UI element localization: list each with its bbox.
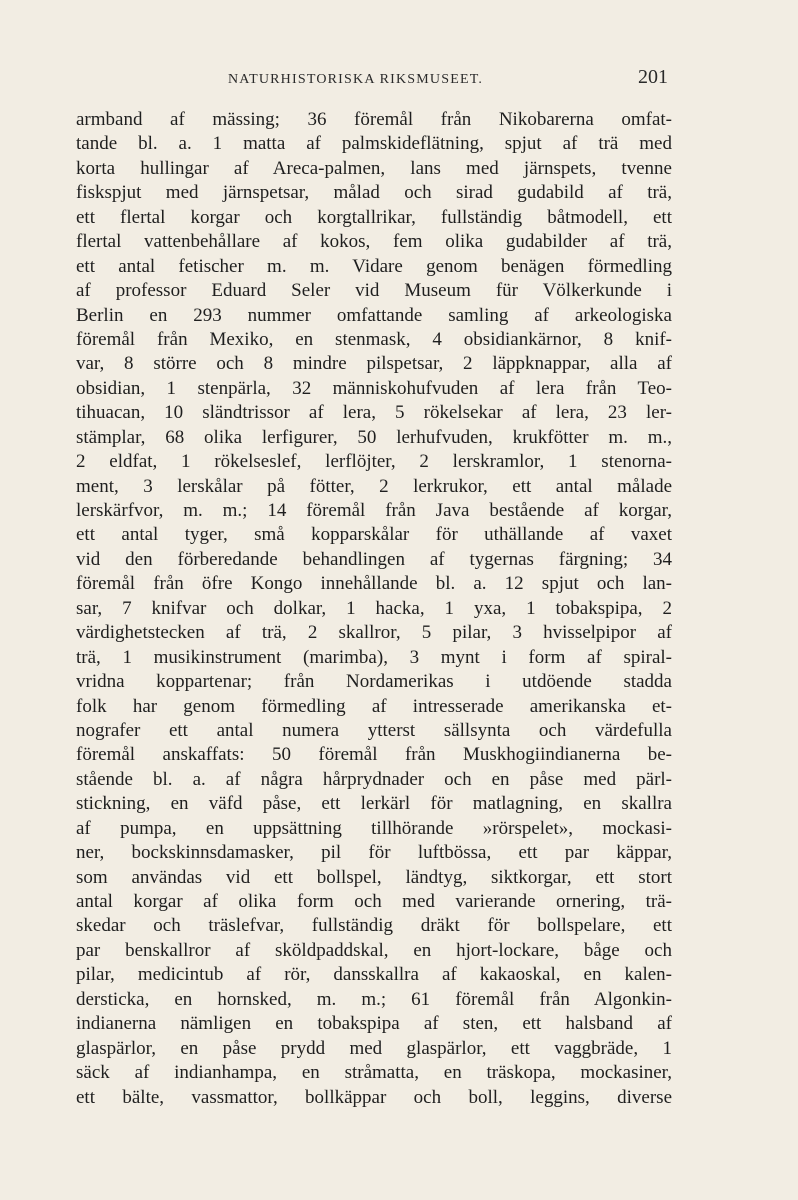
text-line: ett antal tyger, små kopparskålar för uthällande af vaxet <box>76 524 672 546</box>
text-line: tande bl. a. 1 matta af palmskideflätning, spjut af trä med <box>76 133 672 155</box>
text-line: trä, 1 musikinstrument (marimba), 3 mynt i form af spiral- <box>76 646 672 668</box>
text-line: Berlin en 293 nummer omfattande samling af arkeologiska <box>76 304 672 326</box>
text-line: ett bälte, vassmattor, bollkäppar och boll, leggins, diverse <box>76 1086 672 1108</box>
text-line: var, 8 större och 8 mindre pilspetsar, 2 läppknappar, alla af <box>76 353 672 375</box>
text-line: föremål från öfre Kongo innehållande bl. a. 12 spjut och lan- <box>76 573 672 595</box>
text-line: fiskspjut med järnspetsar, målad och sirad gudabild af trä, <box>76 182 672 204</box>
text-line: ett antal fetischer m. m. Vidare genom benägen förmedling <box>76 255 672 277</box>
text-line: armband af mässing; 36 föremål från Nikobarerna omfat- <box>76 109 672 130</box>
text-line: föremål anskaffats: 50 föremål från Muskhogiindianerna be- <box>76 744 672 766</box>
text-line: lerskärfvor, m. m.; 14 föremål från Java bestående af korgar, <box>76 500 672 521</box>
text-line: dersticka, en hornsked, m. m.; 61 föremål från Algonkin- <box>76 988 672 1010</box>
text-line: sar, 7 knifvar och dolkar, 1 hacka, 1 yxa, 1 tobakspipa, 2 <box>76 597 672 619</box>
text-line: flertal vattenbehållare af kokos, fem olika gudabilder af trä, <box>76 231 672 253</box>
text-line: ett flertal korgar och korgtallrikar, fullständig båtmodell, ett <box>76 206 672 228</box>
text-line: af professor Eduard Seler vid Museum für Völkerkunde i <box>76 280 672 302</box>
text-line: obsidian, 1 stenpärla, 32 människohufvuden af lera från Teo- <box>76 377 672 399</box>
text-line: tihuacan, 10 sländtrissor af lera, 5 rökelsekar af lera, 23 ler- <box>76 402 672 424</box>
text-line: par benskallror af sköldpaddskal, en hjort-lockare, båge och <box>76 939 672 961</box>
body-text <box>76 108 672 1110</box>
text-line: stämplar, 68 olika lerfigurer, 50 lerhufvuden, krukfötter m. m., <box>76 426 672 448</box>
text-line: föremål från Mexiko, en stenmask, 4 obsidiankärnor, 8 knif- <box>76 328 672 350</box>
text-line: vid den förberedande behandlingen af tygernas färgning; 34 <box>76 548 672 570</box>
text-line: glaspärlor, en påse prydd med glaspärlor, ett vaggbräde, 1 <box>76 1037 672 1059</box>
text-line: antal korgar af olika form och med varierande ornering, trä- <box>76 891 672 912</box>
text-line: värdighetstecken af trä, 2 skallror, 5 pilar, 3 hvisselpipor af <box>76 622 672 644</box>
page-number: 201 <box>638 66 668 88</box>
text-line: pilar, medicintub af rör, dansskallra af kakaoskal, en kalen- <box>76 964 672 986</box>
page-header <box>0 66 798 96</box>
text-line: korta hullingar af Areca-palmen, lans med järnspets, tvenne <box>76 157 672 179</box>
text-line: som användas vid ett bollspel, ländtyg, siktkorgar, ett stort <box>76 866 672 888</box>
text-line: ner, bockskinnsdamasker, pil för luftbössa, ett par käppar, <box>76 842 672 864</box>
text-line: folk har genom förmedling af intresserade amerikanska et- <box>76 695 672 717</box>
text-line: vridna koppartenar; från Nordamerikas i utdöende stadda <box>76 671 672 693</box>
running-title: NATURHISTORISKA RIKSMUSEET. <box>228 72 484 87</box>
text-line: ment, 3 lerskålar på fötter, 2 lerkrukor, ett antal målade <box>76 475 672 497</box>
text-line: säck af indianhampa, en stråmatta, en träskopa, mockasiner, <box>76 1062 672 1084</box>
text-line: 2 eldfat, 1 rökelseslef, lerflöjter, 2 lerskramlor, 1 stenorna- <box>76 451 672 473</box>
text-line: nografer ett antal numera ytterst sällsynta och värdefulla <box>76 719 672 741</box>
text-line: af pumpa, en uppsättning tillhörande »rörspelet», mockasi- <box>76 817 672 839</box>
text-line: indianerna nämligen en tobakspipa af sten, ett halsband af <box>76 1013 672 1035</box>
text-line: skedar och träslefvar, fullständig dräkt för bollspelare, ett <box>76 915 672 937</box>
text-line: stående bl. a. af några hårprydnader och en påse med pärl- <box>76 768 672 790</box>
text-line: stickning, en väfd påse, ett lerkärl för matlagning, en skallra <box>76 793 672 815</box>
